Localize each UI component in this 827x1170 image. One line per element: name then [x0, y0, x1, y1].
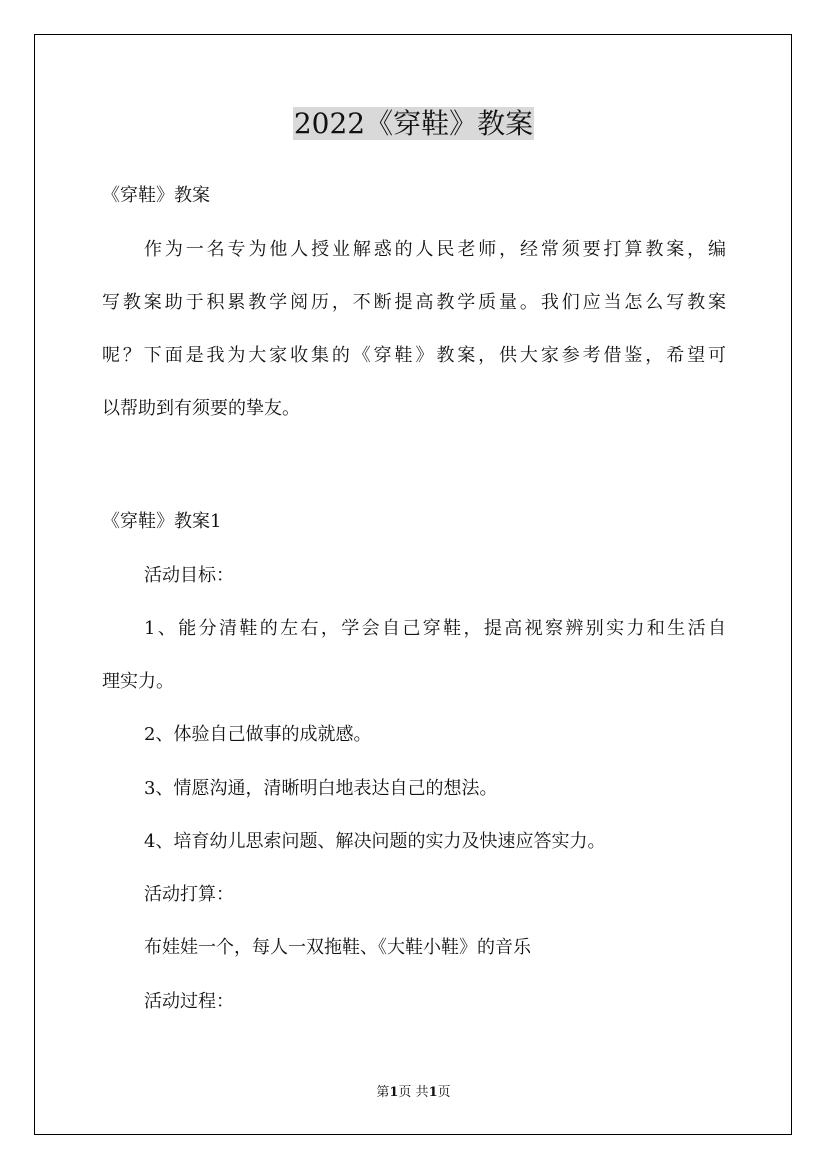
- intro-line-3: 呢？下面是我为大家收集的《穿鞋》教案，供大家参考借鉴，希望可: [102, 345, 726, 366]
- goal-1-line-1: 1、能分清鞋的左右，学会自己穿鞋，提高视察辨别实力和生活自: [144, 618, 726, 639]
- footer-prefix: 第: [376, 1085, 390, 1100]
- section-heading: 《穿鞋》教案1: [102, 511, 222, 532]
- document-title-text: 2022《穿鞋》教案: [293, 107, 534, 140]
- intro-line-4: 以帮助到有须要的挚友。: [102, 398, 300, 419]
- document-subtitle: 《穿鞋》教案: [102, 185, 210, 206]
- page-footer: [0, 1084, 827, 1102]
- footer-mid: 页 共: [398, 1085, 429, 1100]
- document-title: [0, 104, 827, 144]
- prep-text: 布娃娃一个，每人一双拖鞋、《大鞋小鞋》的音乐: [144, 937, 531, 958]
- goals-heading: 活动目标：: [144, 565, 234, 586]
- intro-line-1: 作为一名专为他人授业解惑的人民老师，经常须要打算教案，编: [144, 239, 726, 260]
- intro-line-2: 写教案助于积累教学阅历，不断提高教学质量。我们应当怎么写教案: [102, 292, 726, 313]
- goal-4: 4、培育幼儿思索问题、解决问题的实力及快速应答实力。: [144, 831, 606, 852]
- goal-2: 2、体验自己做事的成就感。: [144, 724, 372, 745]
- goal-3: 3、情愿沟通，清晰明白地表达自己的想法。: [144, 778, 498, 799]
- footer-page-number: 1: [389, 1085, 399, 1100]
- goal-1-line-2: 理实力。: [102, 671, 174, 692]
- process-heading: 活动过程：: [144, 991, 234, 1012]
- footer-total-pages: 1: [428, 1085, 438, 1100]
- prep-heading: 活动打算：: [144, 884, 234, 905]
- footer-suffix: 页: [437, 1085, 451, 1100]
